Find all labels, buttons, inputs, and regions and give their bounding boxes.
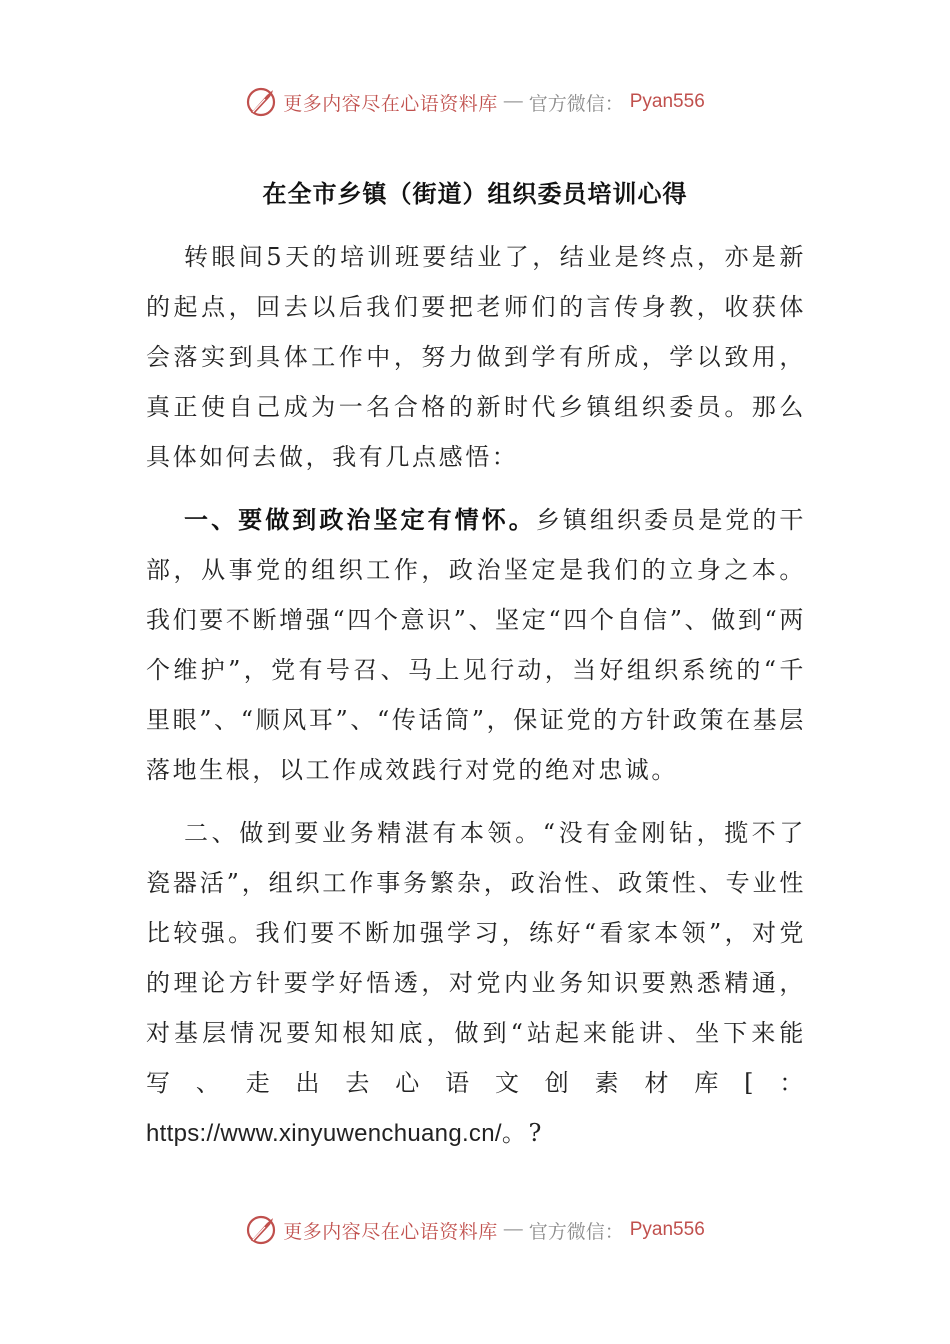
paragraph-intro: [146, 232, 806, 482]
quill-pen-logo-icon: [245, 1214, 277, 1246]
banner-wechat-id: Pyan556: [629, 1219, 705, 1240]
banner-wechat-label: 官方微信：: [528, 92, 624, 115]
banner-dash: —: [503, 91, 523, 112]
footer-banner: [0, 1210, 950, 1250]
document-title: 在全市乡镇（街道）组织委员培训心得: [262, 179, 688, 208]
banner-brand-text: 更多内容尽在心语资料库: [283, 92, 498, 115]
paragraph-text: 转眼间5天的培训班要结业了，结业是终点，亦是新的起点，回去以后我们要把老师们的言传身教，收获体会落实到具体工作中，努力做到学有所成，学以致用，真正使自己成为一名合格的新时代乡镇组织委员。那么具体如何去做，我有几点感悟：: [146, 243, 806, 471]
paragraph-tail: 。?: [501, 1119, 544, 1147]
paragraph-text: 乡镇组织委员是党的干部，从事党的组织工作，政治坚定是我们的立身之本。我们要不断增强“四个意识”、坚定“四个自信”、做到“两个维护”，党有号召、马上见行动，当好组织系统的“千里眼”、“顺风耳”、“传话筒”，保证党的方针政策在基层落地生根，以工作成效践行对党的绝对忠诚。: [146, 506, 806, 784]
banner-wechat-label: 官方微信：: [528, 1220, 624, 1243]
header-banner: [0, 82, 950, 122]
banner-brand-text: 更多内容尽在心语资料库: [283, 1220, 498, 1243]
document-body: [146, 232, 806, 1172]
quill-pen-logo-icon: [245, 86, 277, 118]
paragraph-point-two: [146, 808, 806, 1159]
paragraph-lead-heading: 一、要做到政治坚定有情怀。: [184, 505, 536, 534]
paragraph-point-one: [146, 495, 806, 795]
banner-dash: —: [503, 1219, 523, 1240]
paragraph-text: 二、做到要业务精湛有本领。“没有金刚钻，揽不了瓷器活”，组织工作事务繁杂，政治性、政策性、专业性比较强。我们要不断加强学习，练好“看家本领”，对党的理论方针要学好悟透，对党内业务知识要熟悉精通，对基层情况要知根知底，做到“站起来能讲、坐下来能写、走出去心语文创素材库[：: [146, 819, 806, 1097]
source-url-link[interactable]: https://www.xinyuwenchuang.cn/: [146, 1120, 502, 1147]
banner-wechat-id: Pyan556: [629, 91, 705, 112]
